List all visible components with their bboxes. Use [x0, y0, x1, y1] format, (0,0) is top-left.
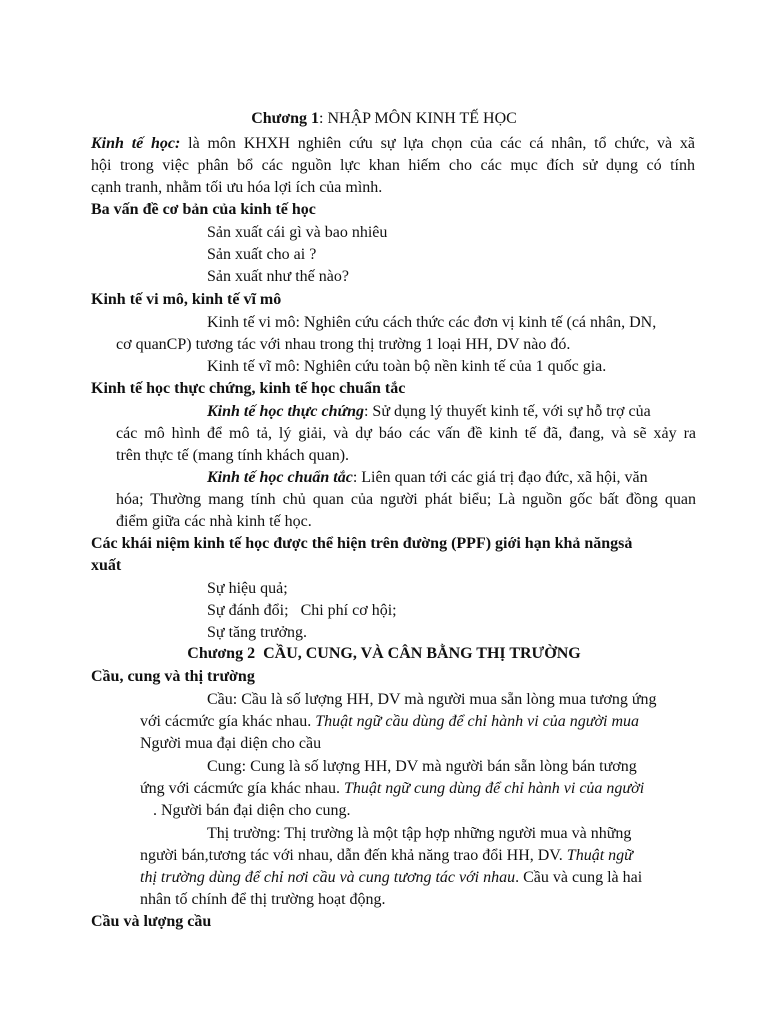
- economics-definition-line-2: hội trong việc phân bổ các nguồn lực khan hiếm cho các mục đích sử dụng có tính: [91, 157, 695, 174]
- normative-economics-line-3: điểm giữa các nhà kinh tế học.: [116, 513, 312, 530]
- normative-economics-line-2: hóa; Thường mang tính chủ quan của người phát biểu; Là nguồn gốc bất đồng quan: [116, 491, 696, 508]
- microeconomics-line-1: Kinh tế vi mô: Nghiên cứu cách thức các đơn vị kinh tế (cá nhân, DN,: [207, 314, 657, 331]
- supply-line-2: ứng với cácmức gía khác nhau. Thuật ngữ cung dùng để chỉ hành vi của người: [140, 780, 645, 797]
- demand-supply-market-heading: Cầu, cung và thị trường: [91, 668, 255, 685]
- ppf-heading-line-2: xuất: [91, 557, 122, 574]
- demand-quantity-heading: Cầu và lượng cầu: [91, 913, 212, 930]
- market-line-4: nhân tố chính để thị trường hoạt động.: [140, 891, 386, 908]
- positive-economics-line-1: Kinh tế học thực chứng: Sử dụng lý thuyết kinh tế, với sự hỗ trợ của: [207, 403, 651, 420]
- demand-line-1: Cầu: Cầu là số lượng HH, DV mà người mua sẵn lòng mua tương ứng: [207, 691, 657, 708]
- ppf-item: Sự hiệu quả;: [207, 580, 288, 597]
- basic-problems-heading: Ba vấn đề cơ bản của kinh tế học: [91, 201, 316, 218]
- positive-economics-line-2: các mô hình để mô tả, lý giải, và dự báo các vấn đề kinh tế đã, đang, và sẽ xảy ra: [116, 425, 696, 442]
- positive-economics-term: Kinh tế học thực chứng: [207, 403, 364, 420]
- economics-definition-line-3: cạnh tranh, nhằm tối ưu hóa lợi ích của mình.: [91, 179, 383, 196]
- ppf-heading-line-1: Các khái niệm kinh tế học được thể hiện trên đường (PPF) giới hạn khả năngsả: [91, 535, 633, 552]
- market-line-3: thị trường dùng để chỉ nơi cầu và cung tương tác với nhau. Cầu và cung là hai: [140, 869, 643, 886]
- positive-normative-heading: Kinh tế học thực chứng, kinh tế học chuẩn tắc: [91, 380, 406, 397]
- economics-term: Kinh tế học:: [91, 135, 181, 152]
- market-line-1: Thị trường: Thị trường là một tập hợp những người mua và những: [207, 825, 632, 842]
- chapter-1-title: [0, 108, 768, 130]
- normative-economics-term: Kinh tế học chuẩn tắc: [207, 469, 353, 486]
- basic-problem-item: Sản xuất như thế nào?: [207, 268, 349, 285]
- macroeconomics-line: Kinh tế vĩ mô: Nghiên cứu toàn bộ nền kinh tế của 1 quốc gia.: [207, 358, 607, 375]
- supply-line-3: . Người bán đại diện cho cung.: [153, 802, 351, 819]
- ppf-item: Sự tăng trưởng.: [207, 624, 308, 641]
- chapter-2-title: Chương 2 CẦU, CUNG, VÀ CÂN BẰNG THỊ TRƯỜNG: [187, 645, 581, 662]
- microeconomics-line-2: cơ quanCP) tương tác với nhau trong thị trường 1 loại HH, DV nào đó.: [116, 336, 571, 353]
- supply-line-1: Cung: Cung là số lượng HH, DV mà người bán sẵn lòng bán tương: [207, 758, 637, 775]
- chapter-1-label: Chương 1: [251, 110, 320, 127]
- normative-economics-line-1: Kinh tế học chuẩn tắc: Liên quan tới các giá trị đạo đức, xã hội, văn: [207, 469, 648, 486]
- market-line-2: người bán,tương tác với nhau, dẫn đến khả năng trao đổi HH, DV. Thuật ngữ: [140, 847, 633, 864]
- economics-definition-line-1: Kinh tế học: là môn KHXH nghiên cứu sự lựa chọn của các cá nhân, tổ chức, và xã: [91, 135, 695, 152]
- ppf-item: Sự đánh đổi; Chi phí cơ hội;: [207, 602, 397, 619]
- positive-economics-line-3: trên thực tế (mang tính khách quan).: [116, 447, 350, 464]
- demand-line-2: với cácmức gía khác nhau. Thuật ngữ cầu dùng để chỉ hành vi của người mua: [140, 713, 640, 730]
- demand-line-3: Người mua đại diện cho cầu: [140, 735, 322, 752]
- chapter-1-name: : NHẬP MÔN KINH TẾ HỌC: [319, 110, 517, 127]
- basic-problem-item: Sản xuất cái gì và bao nhiêu: [207, 224, 388, 241]
- micro-macro-heading: Kinh tế vi mô, kinh tế vĩ mô: [91, 291, 282, 308]
- basic-problem-item: Sản xuất cho ai ?: [207, 246, 317, 263]
